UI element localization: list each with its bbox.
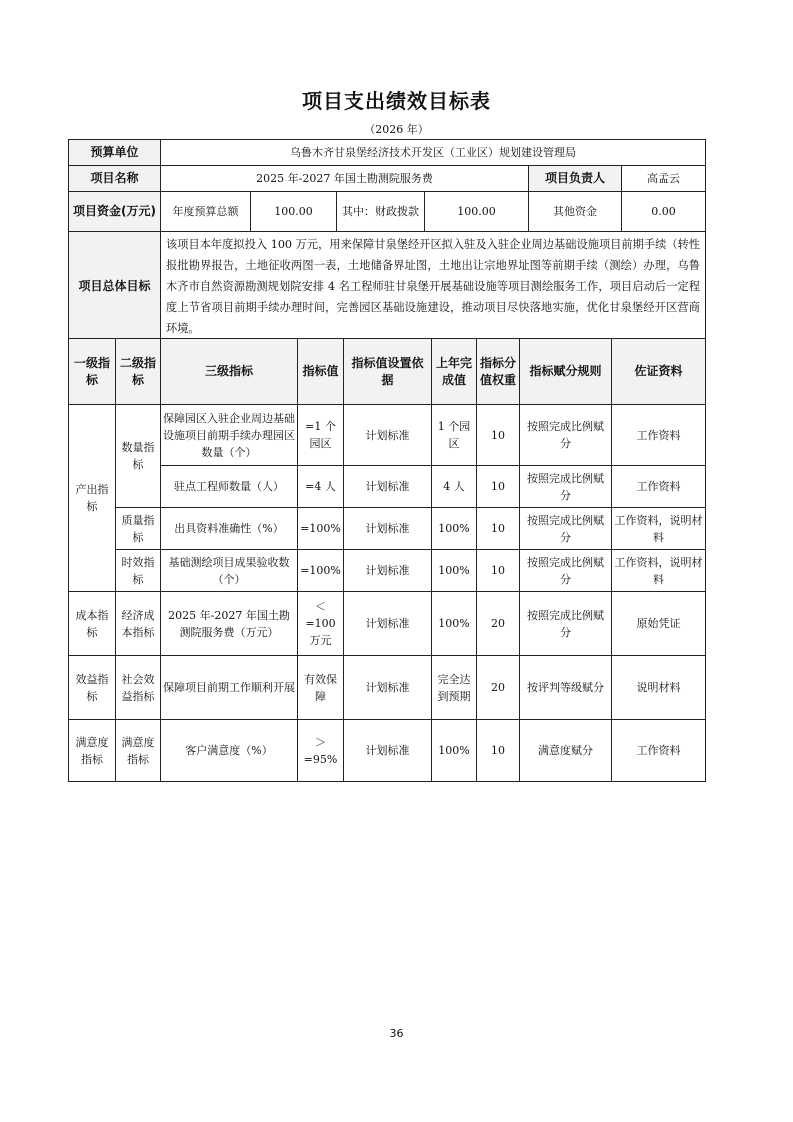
row-prev: 100% — [432, 592, 477, 656]
fund-total-value: 100.00 — [251, 192, 337, 232]
row-basis: 计划标准 — [344, 720, 432, 782]
row-value: =4 人 — [298, 466, 344, 508]
row-weight: 10 — [477, 550, 520, 592]
row-evidence: 工作资料 — [612, 466, 706, 508]
row-evidence: 工作资料 — [612, 405, 706, 466]
fund-other-value: 0.00 — [622, 192, 706, 232]
level2-quantity: 数量指标 — [116, 405, 161, 508]
level1-cost: 成本指标 — [69, 592, 116, 656]
unit-value: 乌鲁木齐甘泉堡经济技术开发区（工业区）规划建设管理局 — [161, 140, 706, 166]
table-row — [69, 720, 706, 782]
col-evidence: 佐证资料 — [612, 339, 706, 405]
page-year: （2026 年） — [364, 123, 429, 136]
row-value: =100% — [298, 508, 344, 550]
row-weight: 20 — [477, 592, 520, 656]
row-value: =100% — [298, 550, 344, 592]
col-level1: 一级指标 — [69, 339, 116, 405]
row-evidence: 工作资料 — [612, 720, 706, 782]
fund-fiscal-value: 100.00 — [425, 192, 529, 232]
project-name-value: 2025 年-2027 年国土勘测院服务费 — [161, 166, 529, 192]
unit-label: 预算单位 — [69, 140, 161, 166]
table-row — [69, 592, 706, 656]
row-rule: 按照完成比例赋分 — [520, 550, 612, 592]
table-row — [69, 508, 706, 550]
row-basis: 计划标准 — [344, 550, 432, 592]
row-value: ＞=95% — [298, 720, 344, 782]
col-weight: 指标分值权重 — [477, 339, 520, 405]
row-weight: 10 — [477, 720, 520, 782]
row-rule: 按照完成比例赋分 — [520, 508, 612, 550]
row-rule: 按照完成比例赋分 — [520, 592, 612, 656]
fund-other-label: 其他资金 — [529, 192, 622, 232]
row-weight: 10 — [477, 508, 520, 550]
row-prev: 100% — [432, 508, 477, 550]
row-basis: 计划标准 — [344, 466, 432, 508]
table-row — [69, 405, 706, 466]
col-level2: 二级指标 — [116, 339, 161, 405]
level1-benefit: 效益指标 — [69, 656, 116, 720]
page-title: 项目支出绩效目标表 — [302, 89, 491, 113]
level1-output: 产出指标 — [69, 405, 116, 592]
col-prev: 上年完成值 — [432, 339, 477, 405]
row-rule: 满意度赋分 — [520, 720, 612, 782]
fund-total-label: 年度预算总额 — [161, 192, 251, 232]
row-evidence: 工作资料，说明材料 — [612, 550, 706, 592]
project-name-label: 项目名称 — [69, 166, 161, 192]
table-row — [69, 466, 706, 508]
row-prev: 100% — [432, 720, 477, 782]
row-value: ＜=100 万元 — [298, 592, 344, 656]
col-value: 指标值 — [298, 339, 344, 405]
row-evidence: 说明材料 — [612, 656, 706, 720]
fund-label: 项目资金(万元) — [69, 192, 161, 232]
owner-value: 高孟云 — [622, 166, 706, 192]
row-rule: 按评判等级赋分 — [520, 656, 612, 720]
row-l3: 出具资料准确性（%） — [161, 508, 298, 550]
goal-text: 该项目本年度拟投入 100 万元，用来保障甘泉堡经开区拟入驻及入驻企业周边基础设施项目前期手续（转性报批勘界报告，土地征收两图一表，土地储备界址图，土地出让宗地界址图等前期手续（测绘）办理，乌鲁木齐市自然资源勘测规划院安排 4 名工程师驻甘泉堡开展基础设施等项目测绘服务工作，项目启动后一定程度上节省项目前期手续办理时间，完善园区基础设施建设，推动项目尽快落地实施，优化甘泉堡经开区营商环境。 — [161, 232, 706, 342]
level2-quality: 质量指标 — [116, 508, 161, 550]
col-level3: 三级指标 — [161, 339, 298, 405]
row-weight: 20 — [477, 656, 520, 720]
row-basis: 计划标准 — [344, 656, 432, 720]
fund-fiscal-label: 其中：财政拨款 — [337, 192, 425, 232]
row-basis: 计划标准 — [344, 405, 432, 466]
row-value: 有效保障 — [298, 656, 344, 720]
page-number: 36 — [389, 1027, 404, 1040]
owner-label: 项目负责人 — [529, 166, 622, 192]
row-rule: 按照完成比例赋分 — [520, 466, 612, 508]
col-basis: 指标值设置依据 — [344, 339, 432, 405]
row-value: =1 个园区 — [298, 405, 344, 466]
row-weight: 10 — [477, 405, 520, 466]
row-basis: 计划标准 — [344, 592, 432, 656]
row-evidence: 原始凭证 — [612, 592, 706, 656]
row-l3: 基础测绘项目成果验收数（个） — [161, 550, 298, 592]
level1-satisfaction: 满意度指标 — [69, 720, 116, 782]
col-rule: 指标赋分规则 — [520, 339, 612, 405]
table-row — [69, 656, 706, 720]
row-l3: 2025 年-2027 年国土勘测院服务费（万元） — [161, 592, 298, 656]
indicator-table — [68, 338, 706, 782]
table-row — [69, 550, 706, 592]
row-rule: 按照完成比例赋分 — [520, 405, 612, 466]
row-l3: 客户满意度（%） — [161, 720, 298, 782]
level2-satisfaction: 满意度指标 — [116, 720, 161, 782]
row-prev: 1 个园区 — [432, 405, 477, 466]
row-l3: 驻点工程师数量（人） — [161, 466, 298, 508]
row-basis: 计划标准 — [344, 508, 432, 550]
row-prev: 100% — [432, 550, 477, 592]
row-l3: 保障园区入驻企业周边基础设施项目前期手续办理园区数量（个） — [161, 405, 298, 466]
level2-social-benefit: 社会效益指标 — [116, 656, 161, 720]
row-weight: 10 — [477, 466, 520, 508]
row-l3: 保障项目前期工作顺利开展 — [161, 656, 298, 720]
row-evidence: 工作资料，说明材料 — [612, 508, 706, 550]
level2-econ-cost: 经济成本指标 — [116, 592, 161, 656]
project-info-table — [68, 139, 706, 342]
goal-label: 项目总体目标 — [69, 232, 161, 342]
row-prev: 完全达到预期 — [432, 656, 477, 720]
row-prev: 4 人 — [432, 466, 477, 508]
level2-timeliness: 时效指标 — [116, 550, 161, 592]
